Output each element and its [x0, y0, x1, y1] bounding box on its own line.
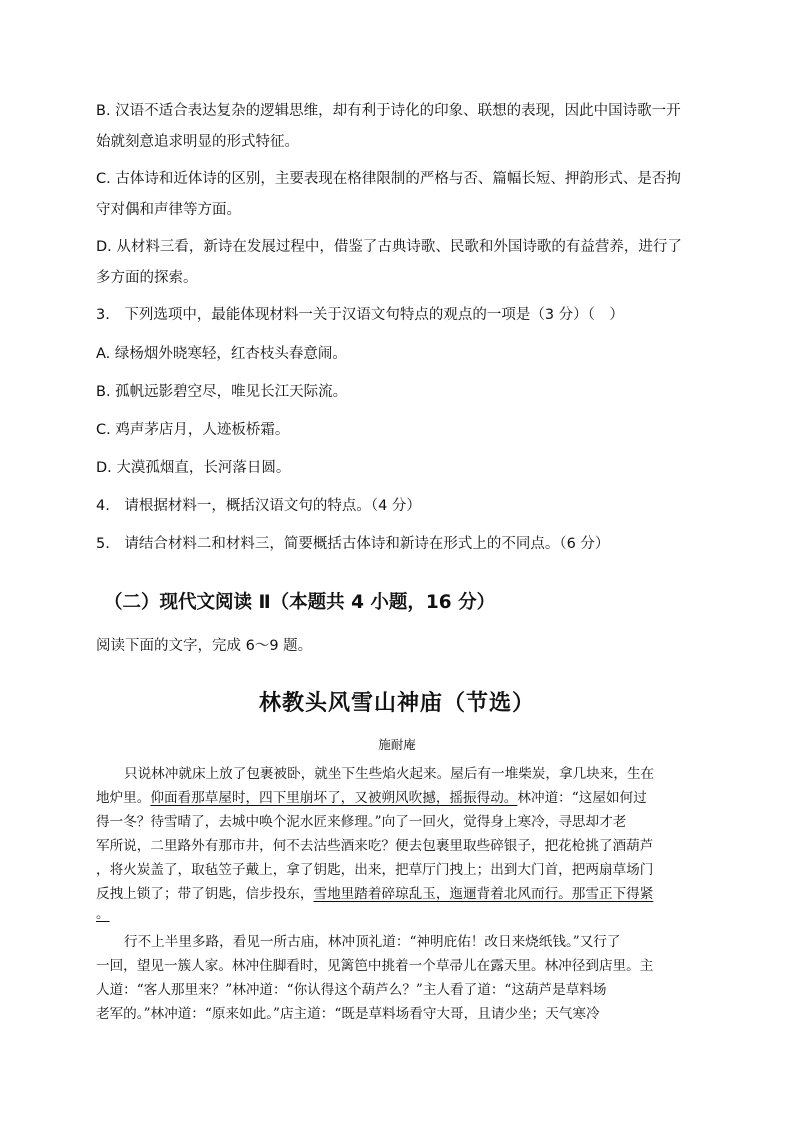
underlined-sentence: 雪地里踏着碎琼乱玉，迤逦背着北风而行。那雪正下得紧	[313, 886, 654, 902]
text-span: 地炉里。	[96, 790, 151, 806]
section-title: （二）现代文阅读 Ⅱ（本题共 4 小题，16 分）	[104, 592, 496, 613]
q3-stem: 3. 下列选项中，最能体现材料一关于汉语文句特点的观点的一项是（3 分）（ ）	[96, 307, 624, 323]
article-paragraph-1	[96, 762, 700, 922]
text-span: 林冲道：“这屋如何过	[517, 790, 647, 806]
q2-option-b-line1: B. 汉语不适合表达复杂的逻辑思维，却有利于诗化的印象、联想的表现，因此中国诗歌一开	[96, 103, 681, 119]
paragraph-line: 军所说，二里路外有那市井，何不去沽些酒来吃？便去包裹里取些碎银子，把花枪挑了酒葫芦	[96, 838, 654, 854]
q2-option-d-line2: 多方面的探索。	[96, 270, 198, 286]
article-paragraph-2	[96, 930, 700, 1040]
paragraph-line	[96, 882, 653, 902]
q2-option-c	[96, 164, 696, 226]
q3-option-a: A. 绿杨烟外晓寒轻，红杏枝头春意闹。	[96, 346, 347, 362]
paragraph-line: 一回，望见一簇人家。林冲住脚看时，见篱笆中挑着一个草帚儿在露天里。林冲径到店里。主	[96, 958, 654, 974]
text-span: 反拽上锁了；带了钥匙，信步投东，	[96, 886, 314, 902]
underlined-sentence: 仰面看那草屋时，四下里崩坏了，又被朔风吹撼，摇振得动。	[150, 790, 518, 806]
paragraph-line	[96, 786, 647, 806]
q3-option-c: C. 鸡声茅店月，人迹板桥霜。	[96, 422, 290, 438]
paragraph-line: 只说林冲就床上放了包裹被卧，就坐下生些焰火起来。屋后有一堆柴炭，拿几块来，生在	[124, 766, 655, 782]
paragraph-line: 得一冬？待雪晴了，去城中唤个泥水匠来修理。”向了一回火，觉得身上寒冷，寻思却才老	[96, 814, 627, 830]
paragraph-line: 人道：“客人那里来？”林冲道：“你认得这个葫芦么？”主人看了道：“这葫芦是草料场	[96, 982, 607, 998]
article-title: 林教头风雪山神庙（节选）	[258, 690, 535, 716]
q4-stem: 4. 请根据材料一，概括汉语文句的特点。（4 分）	[96, 498, 421, 514]
q2-option-b-line2: 始就刻意追求明显的形式特征。	[96, 134, 299, 150]
paragraph-line: ，将火炭盖了，取毡笠子戴上，拿了钥匙，出来，把草厅门拽上；出到大门首，把两扇草场门	[96, 862, 654, 878]
q2-option-d-line1: D. 从材料三看，新诗在发展过程中，借鉴了古典诗歌、民歌和外国诗歌的有益营养，进行了	[96, 239, 682, 255]
q3-option-b: B. 孤帆远影碧空尽，唯见长江天际流。	[96, 384, 348, 400]
paragraph-line: 老军的。”林冲道：“原来如此。”店主道：“既是草料场看守大哥，且请少坐；天气寒冷	[96, 1006, 600, 1022]
q2-option-b	[96, 96, 696, 158]
q2-option-c-line1: C. 古体诗和近体诗的区别，主要表现在格律限制的严格与否、篇幅长短、押韵形式、是否拘	[96, 171, 681, 187]
reading-instruction: 阅读下面的文字，完成 6～9 题。	[96, 638, 313, 654]
q3-option-d: D. 大漠孤烟直，长河落日圆。	[96, 460, 291, 476]
q2-option-d	[96, 232, 696, 294]
article-author: 施耐庵	[378, 737, 416, 752]
underlined-sentence-end: 。	[96, 906, 110, 922]
paragraph-line: 行不上半里多路，看见一所古庙，林冲顶礼道：“神明庇佑！改日来烧纸钱。”又行了	[124, 934, 621, 950]
q2-option-c-line2: 守对偶和声律等方面。	[96, 202, 241, 218]
q5-stem: 5. 请结合材料二和材料三，简要概括古体诗和新诗在形式上的不同点。（6 分）	[96, 536, 610, 552]
